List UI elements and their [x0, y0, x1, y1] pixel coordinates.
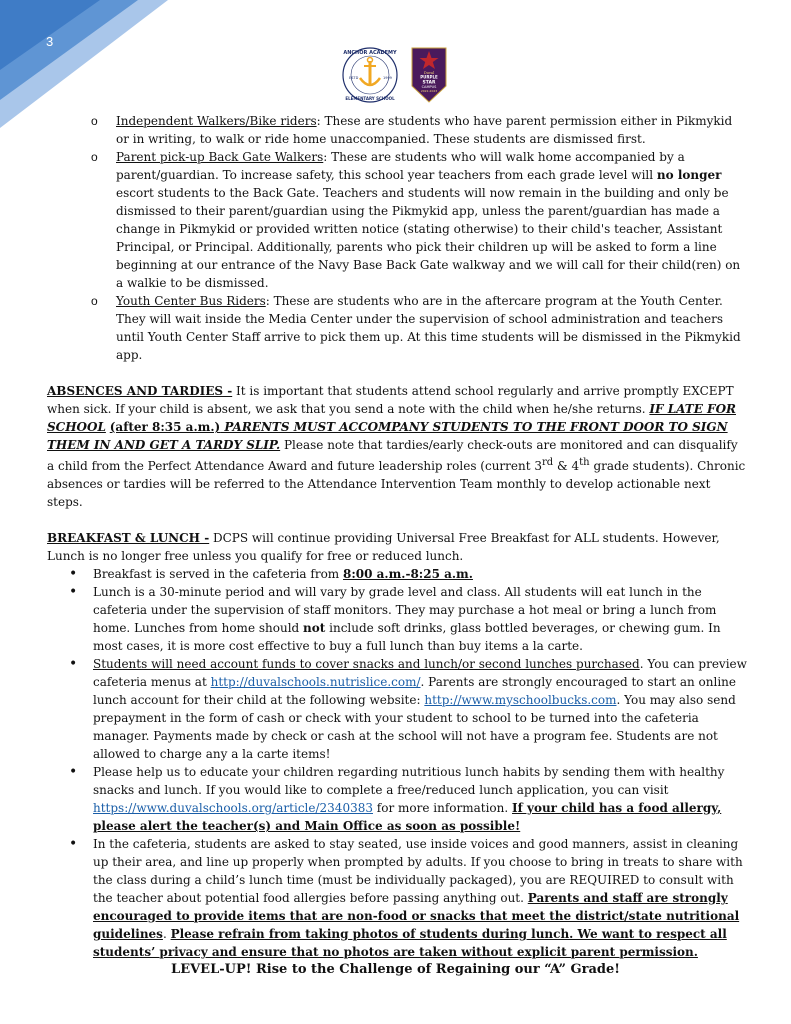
list-item: • In the cafeteria, students are asked to stay seated, use inside voices and good manners, assist in cleaning up their area, and line up properly when prompted by adults. If you choose to bring in treats to share with the class during a child’s lunch time (must be individually packaged), you are REQUIRED to consult with the teacher about potential food allergies before passing anything out. Parents and staff are strongly encouraged to provide items that are non-food or snacks that meet the district/state nutritional guidelines. Please refrain from taking photos of students during lunch. We want to respect all students’ privacy and ensure that no photos are taken without explicit parent permission. [69, 836, 743, 959]
page-content [47, 112, 747, 961]
svg-text:ESTD: ESTD [349, 76, 359, 80]
bullet-dot: • [69, 836, 78, 852]
bullet-dot: • [69, 566, 78, 582]
svg-text:STAR: STAR [422, 80, 436, 86]
corner-decoration [0, 0, 180, 130]
bullet-circle: o [91, 150, 98, 164]
bullet-dot: • [69, 584, 78, 600]
lunch-application-link[interactable]: https://www.duvalschools.org/article/2340383 [93, 801, 373, 815]
school-logos [340, 46, 450, 104]
breakfast-list [47, 565, 747, 961]
list-item: o Parent pick-up Back Gate Walkers: These are students who will walk home accompanied by a parent/guardian. To increase safety, this school year teachers from each grade level will no longer escort students to the Back Gate. Teachers and students will now remain in the building and only be dismissed to their parent/guardian using the Pikmykid app, unless the parent/guardian has made a change in Pikmykid or provided written notice (stating otherwise) to their child's teacher, Assistant Principal, or Principal. Additionally, parents who pick their children up will be asked to form a line beginning at our entrance of the Navy Base Back Gate walkway and we will call for their child(ren) on a walkie to be dismissed. [91, 150, 741, 290]
svg-text:Duval: Duval [423, 71, 435, 75]
svg-text:2022-2023: 2022-2023 [420, 89, 438, 93]
svg-text:CAMPUS: CAMPUS [421, 85, 437, 89]
myschoolbucks-link[interactable]: http://www.myschoolbucks.com [424, 693, 617, 707]
dismissal-list [47, 112, 747, 364]
bullet-dot: • [69, 656, 78, 672]
svg-text:ANCHOR ACADEMY: ANCHOR ACADEMY [343, 50, 397, 56]
bullet-circle: o [91, 114, 98, 128]
list-item: • Breakfast is served in the cafeteria from 8:00 a.m.-8:25 a.m. [69, 566, 473, 582]
list-item: • Lunch is a 30-minute period and will vary by grade level and class. All students will eat lunch in the cafeteria under the supervision of staff monitors. They may purchase a hot meal or bring a lunch from home. Lunches from home should not include soft drinks, glass bottled beverages, or chewing gum. In most cases, it is more cost effective to buy a full lunch than buy items a la carte. [69, 584, 721, 653]
bullet-dot: • [69, 764, 78, 780]
list-item: • Students will need account funds to cover snacks and lunch/or second lunches purchased. You can preview cafeteria menus at http://duvalschools.nutrislice.com/. Parents are strongly encouraged to start an online lunch account for their child at the following website: http://www.myschoolbucks.com. You may also send prepayment in the form of cash or check with your student to school to be turned into the cafeteria manager. Payments made by check or cash at the school will not have a program fee. Students are not allowed to charge any a la carte items! [69, 656, 747, 761]
breakfast-section: BREAKFAST & LUNCH - DCPS will continue providing Universal Free Breakfast for ALL students. However, Lunch is no longer free unless you qualify for free or reduced lunch. [47, 531, 720, 563]
anchor-academy-logo [343, 48, 397, 102]
footer-slogan: LEVEL-UP! Rise to the Challenge of Regaining our “A” Grade! [171, 962, 620, 977]
svg-text:ELEMENTARY SCHOOL: ELEMENTARY SCHOOL [345, 96, 395, 101]
bullet-circle: o [91, 294, 98, 308]
page-number: 3 [46, 34, 54, 49]
breakfast-heading: BREAKFAST & LUNCH - [47, 531, 210, 545]
list-item: o Youth Center Bus Riders: These are students who are in the aftercare program at the Youth Center. They will wait inside the Media Center under the supervision of school administration and teachers until Youth Center Staff arrive to pick them up. At this time students will be dismissed in the Pikmykid app. [91, 294, 741, 362]
nutrislice-link[interactable]: http://duvalschools.nutrislice.com/ [210, 675, 421, 689]
svg-text:1999: 1999 [383, 76, 392, 80]
absences-heading: ABSENCES AND TARDIES - [47, 384, 233, 398]
list-item: • Please help us to educate your children regarding nutritious lunch habits by sending them with healthy snacks and lunch. If you would like to complete a free/reduced lunch application, you can visit https://www.duvalschools.org/article/2340383 for more information. If your child has a food allergy, please alert the teacher(s) and Main Office as soon as possible! [69, 764, 725, 833]
list-item: o Independent Walkers/Bike riders: These are students who have parent permission either in Pikmykid or in writing, to walk or ride home unaccompanied. These students are dismissed first. [91, 114, 733, 146]
svg-text:PURPLE: PURPLE [420, 74, 438, 80]
absences-section: ABSENCES AND TARDIES - It is important that students attend school regularly and arrive promptly EXCEPT when sick. If your child is absent, we ask that you send a note with the child when he/she returns. IF LATE FOR SCHOOL (after 8:35 a.m.) PARENTS MUST ACCOMPANY STUDENTS TO THE FRONT DOOR TO SIGN THEM IN AND GET A TARDY SLIP. Please note that tardies/early check-outs are monitored and can disqualify a child from the Perfect Attendance Award and future leadership roles (current 3rd & 4th grade students). Chronic absences or tardies will be referred to the Attendance Intervention Team monthly to develop actionable next steps. [47, 384, 746, 509]
purple-star-campus-logo [412, 48, 446, 102]
